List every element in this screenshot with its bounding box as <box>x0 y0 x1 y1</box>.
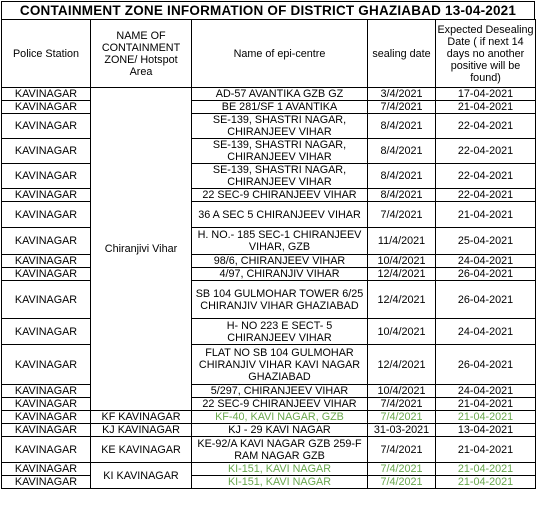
sealing-date-cell: 7/4/2021 <box>368 202 436 228</box>
epicentre-cell: SE-139, SHASTRI NAGAR, CHIRANJEEV VIHAR <box>192 164 368 189</box>
table-row <box>2 319 536 345</box>
police-station-cell: KAVINAGAR <box>2 424 91 437</box>
sealing-date-cell: 10/4/2021 <box>368 385 436 398</box>
header-epicentre: Name of epi-centre <box>192 20 368 88</box>
epicentre-cell: FLAT NO SB 104 GULMOHAR CHIRANJIV VIHAR KAVI NAGAR GHAZIABAD <box>192 345 368 385</box>
police-station-cell: KAVINAGAR <box>2 398 91 411</box>
epicentre-cell: 4/97, CHIRANJIV VIHAR <box>192 268 368 281</box>
police-station-cell: KAVINAGAR <box>2 202 91 228</box>
desealing-date-cell: 22-04-2021 <box>436 164 536 189</box>
table-row <box>2 228 536 255</box>
sealing-date-cell: 8/4/2021 <box>368 114 436 139</box>
epicentre-cell: BE 281/SF 1 AVANTIKA <box>192 101 368 114</box>
police-station-cell: KAVINAGAR <box>2 88 91 101</box>
police-station-cell: KAVINAGAR <box>2 101 91 114</box>
epicentre-cell: SE-139, SHASTRI NAGAR, CHIRANJEEV VIHAR <box>192 114 368 139</box>
sealing-date-cell: 7/4/2021 <box>368 411 436 424</box>
zone-cell: KJ KAVINAGAR <box>91 424 192 437</box>
police-station-cell: KAVINAGAR <box>2 345 91 385</box>
epicentre-cell: 22 SEC-9 CHIRANJEEV VIHAR <box>192 398 368 411</box>
sealing-date-cell: 7/4/2021 <box>368 398 436 411</box>
zone-cell: KE KAVINAGAR <box>91 437 192 463</box>
police-station-cell: KAVINAGAR <box>2 139 91 164</box>
header-zone: NAME OF CONTAINMENT ZONE/ Hotspot Area <box>91 20 192 88</box>
zone-cell: KI KAVINAGAR <box>91 463 192 489</box>
epicentre-cell: AD-57 AVANTIKA GZB GZ <box>192 88 368 101</box>
table-row <box>2 189 536 202</box>
desealing-date-cell: 21-04-2021 <box>436 411 536 424</box>
table-row <box>2 463 536 476</box>
sealing-date-cell: 11/4/2021 <box>368 228 436 255</box>
desealing-date-cell: 22-04-2021 <box>436 189 536 202</box>
table-row <box>2 268 536 281</box>
table-row <box>2 437 536 463</box>
sealing-date-cell: 12/4/2021 <box>368 281 436 319</box>
table-row <box>2 114 536 139</box>
epicentre-cell: H- NO 223 E SECT- 5 CHIRANJEEV VIHAR <box>192 319 368 345</box>
desealing-date-cell: 22-04-2021 <box>436 114 536 139</box>
police-station-cell: KAVINAGAR <box>2 189 91 202</box>
epicentre-cell: SB 104 GULMOHAR TOWER 6/25 CHIRANJIV VIHAR GHAZIABAD <box>192 281 368 319</box>
desealing-date-cell: 26-04-2021 <box>436 281 536 319</box>
police-station-cell: KAVINAGAR <box>2 114 91 139</box>
desealing-date-cell: 21-04-2021 <box>436 463 536 476</box>
table-row <box>2 398 536 411</box>
sealing-date-cell: 31-03-2021 <box>368 424 436 437</box>
police-station-cell: KAVINAGAR <box>2 164 91 189</box>
table-row <box>2 101 536 114</box>
table-row <box>2 345 536 385</box>
containment-table <box>1 19 536 489</box>
desealing-date-cell: 26-04-2021 <box>436 345 536 385</box>
epicentre-cell: 5/297, CHIRANJEEV VIHAR <box>192 385 368 398</box>
table-row <box>2 255 536 268</box>
police-station-cell: KAVINAGAR <box>2 255 91 268</box>
epicentre-cell: 36 A SEC 5 CHIRANJEEV VIHAR <box>192 202 368 228</box>
epicentre-cell: KF-40, KAVI NAGAR, GZB <box>192 411 368 424</box>
epicentre-cell: KI-151, KAVI NAGAR <box>192 476 368 489</box>
zone-cell-chiranjivi-vihar: Chiranjivi Vihar <box>91 88 192 411</box>
police-station-cell: KAVINAGAR <box>2 385 91 398</box>
sealing-date-cell: 8/4/2021 <box>368 189 436 202</box>
desealing-date-cell: 21-04-2021 <box>436 101 536 114</box>
table-row <box>2 202 536 228</box>
header-police-station: Police Station <box>2 20 91 88</box>
epicentre-cell: 98/6, CHIRANJEEV VIHAR <box>192 255 368 268</box>
sheet-title: CONTAINMENT ZONE INFORMATION OF DISTRICT GHAZIABAD 13-04-2021 <box>1 1 535 19</box>
desealing-date-cell: 13-04-2021 <box>436 424 536 437</box>
header-row <box>2 20 536 88</box>
sealing-date-cell: 3/4/2021 <box>368 88 436 101</box>
desealing-date-cell: 21-04-2021 <box>436 476 536 489</box>
police-station-cell: KAVINAGAR <box>2 228 91 255</box>
police-station-cell: KAVINAGAR <box>2 437 91 463</box>
desealing-date-cell: 21-04-2021 <box>436 437 536 463</box>
police-station-cell: KAVINAGAR <box>2 476 91 489</box>
police-station-cell: KAVINAGAR <box>2 463 91 476</box>
police-station-cell: KAVINAGAR <box>2 411 91 424</box>
police-station-cell: KAVINAGAR <box>2 268 91 281</box>
sealing-date-cell: 10/4/2021 <box>368 255 436 268</box>
desealing-date-cell: 26-04-2021 <box>436 268 536 281</box>
epicentre-cell: KI-151, KAVI NAGAR <box>192 463 368 476</box>
sealing-date-cell: 7/4/2021 <box>368 101 436 114</box>
zone-cell: KF KAVINAGAR <box>91 411 192 424</box>
table-row <box>2 411 536 424</box>
header-desealing-date: Expected Desealing Date ( if next 14 days no another positive will be found) <box>436 20 536 88</box>
epicentre-cell: H. NO.- 185 SEC-1 CHIRANJEEV VIHAR, GZB <box>192 228 368 255</box>
table-row <box>2 476 536 489</box>
police-station-cell: KAVINAGAR <box>2 281 91 319</box>
table-row <box>2 88 536 101</box>
header-sealing-date: sealing date <box>368 20 436 88</box>
desealing-date-cell: 24-04-2021 <box>436 385 536 398</box>
table-row <box>2 164 536 189</box>
sealing-date-cell: 12/4/2021 <box>368 268 436 281</box>
table-row <box>2 139 536 164</box>
table-row <box>2 281 536 319</box>
desealing-date-cell: 21-04-2021 <box>436 202 536 228</box>
desealing-date-cell: 21-04-2021 <box>436 398 536 411</box>
sealing-date-cell: 7/4/2021 <box>368 437 436 463</box>
sealing-date-cell: 7/4/2021 <box>368 463 436 476</box>
police-station-cell: KAVINAGAR <box>2 319 91 345</box>
table-row <box>2 385 536 398</box>
containment-zone-sheet <box>1 1 535 489</box>
desealing-date-cell: 24-04-2021 <box>436 255 536 268</box>
table-row <box>2 424 536 437</box>
desealing-date-cell: 22-04-2021 <box>436 139 536 164</box>
sealing-date-cell: 8/4/2021 <box>368 164 436 189</box>
desealing-date-cell: 25-04-2021 <box>436 228 536 255</box>
sealing-date-cell: 8/4/2021 <box>368 139 436 164</box>
desealing-date-cell: 17-04-2021 <box>436 88 536 101</box>
epicentre-cell: SE-139, SHASTRI NAGAR, CHIRANJEEV VIHAR <box>192 139 368 164</box>
sealing-date-cell: 12/4/2021 <box>368 345 436 385</box>
epicentre-cell: 22 SEC-9 CHIRANJEEV VIHAR <box>192 189 368 202</box>
epicentre-cell: KE-92/A KAVI NAGAR GZB 259-F RAM NAGAR GZB <box>192 437 368 463</box>
sealing-date-cell: 7/4/2021 <box>368 476 436 489</box>
desealing-date-cell: 24-04-2021 <box>436 319 536 345</box>
epicentre-cell: KJ - 29 KAVI NAGAR <box>192 424 368 437</box>
sealing-date-cell: 10/4/2021 <box>368 319 436 345</box>
